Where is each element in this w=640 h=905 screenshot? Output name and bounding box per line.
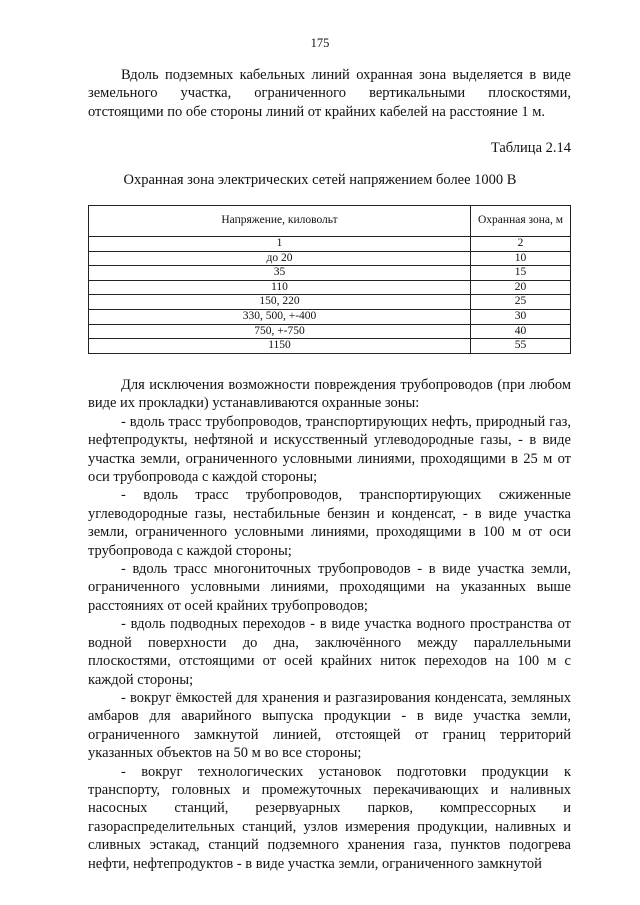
voltage-cell: 330, 500, +-400	[89, 309, 471, 324]
pipeline-item: - вокруг технологических установок подготовки продукции к транспорту, головных и промежуточных перекачивающих и наливных насосных станций, резервуарных парков, компрессорных и газораспределительных станций, узлов измерения продукции, наливных и сливных эстакад, станций подземного хранения газа, пунктов подогрева нефти, нефтепродуктов - в виде участка земли, ограниченного замкнутой	[88, 763, 571, 872]
zone-cell: 20	[471, 280, 571, 295]
zone-cell: 25	[471, 295, 571, 310]
voltage-cell: 35	[89, 266, 471, 281]
voltage-cell: до 20	[89, 251, 471, 266]
protection-zone-table	[88, 205, 571, 354]
header-zone: Охранная зона, м	[471, 206, 571, 237]
zone-cell: 2	[471, 237, 571, 252]
pipeline-item: - вдоль подводных переходов - в виде участка водного пространства от водной поверхности до дна, заключённого между параллельными плоскостями, отстоящими от осей крайних ниток переходов на 100 м с каждой стороны;	[88, 616, 571, 688]
voltage-cell: 1150	[89, 339, 471, 354]
table-row	[89, 266, 571, 281]
table-row	[89, 309, 571, 324]
zone-cell: 15	[471, 266, 571, 281]
pipeline-item: - вдоль трасс трубопроводов, транспортирующих нефть, природный газ, нефтепродукты, нефтяной и искусственный углеводородные газы, - в виде участка земли, ограниченного условными линиями, проходящими в 25 м от оси трубопровода с каждой стороны;	[88, 413, 571, 486]
pipeline-intro: Для исключения возможности повреждения трубопроводов (при любом виде их прокладки) устанавливаются охранные зоны:	[88, 377, 571, 412]
table-row	[89, 280, 571, 295]
voltage-cell: 150, 220	[89, 295, 471, 310]
intro-paragraph: Вдоль подземных кабельных линий охранная зона выделяется в виде земельного участка, ограниченного вертикальными плоскостями, отстоящими по обе стороны линий от крайних кабелей на расстояние 1 м.	[88, 67, 571, 120]
pipeline-item: - вдоль трасс трубопроводов, транспортирующих сжиженные углеводородные газы, нестабильные бензин и конденсат, - в виде участка земли, ограниченного условными линиями, проходящими в 100 м от оси трубопровода с каждой стороны;	[88, 487, 571, 559]
page-number: 175	[310, 36, 330, 50]
zone-cell: 10	[471, 251, 571, 266]
zone-cell: 40	[471, 324, 571, 339]
table-row	[89, 237, 571, 252]
table-row	[89, 339, 571, 354]
voltage-cell: 1	[89, 237, 471, 252]
zone-cell: 30	[471, 309, 571, 324]
pipeline-item: - вокруг ёмкостей для хранения и разгазирования конденсата, земляных амбаров для аварийного выпуска продукции - в виде участка земли, ограниченного замкнутой линией, отстоящей от границ территорий указанных объектов на 50 м во все стороны;	[88, 689, 571, 762]
table-caption: Таблица 2.14	[490, 140, 571, 156]
zone-cell: 55	[471, 339, 571, 354]
table-header-row	[89, 206, 571, 237]
pipeline-section	[88, 376, 571, 873]
header-voltage: Напряжение, киловольт	[89, 206, 471, 237]
voltage-cell: 750, +-750	[89, 324, 471, 339]
voltage-cell: 110	[89, 280, 471, 295]
table-row	[89, 324, 571, 339]
table-row	[89, 295, 571, 310]
pipeline-item: - вдоль трасс многониточных трубопроводов - в виде участка земли, ограниченного условными линиями, проходящими на указанных выше расстояниях от осей крайних трубопроводов;	[88, 561, 571, 614]
table-row	[89, 251, 571, 266]
table-title: Охранная зона электрических сетей напряжением более 1000 В	[123, 172, 517, 188]
